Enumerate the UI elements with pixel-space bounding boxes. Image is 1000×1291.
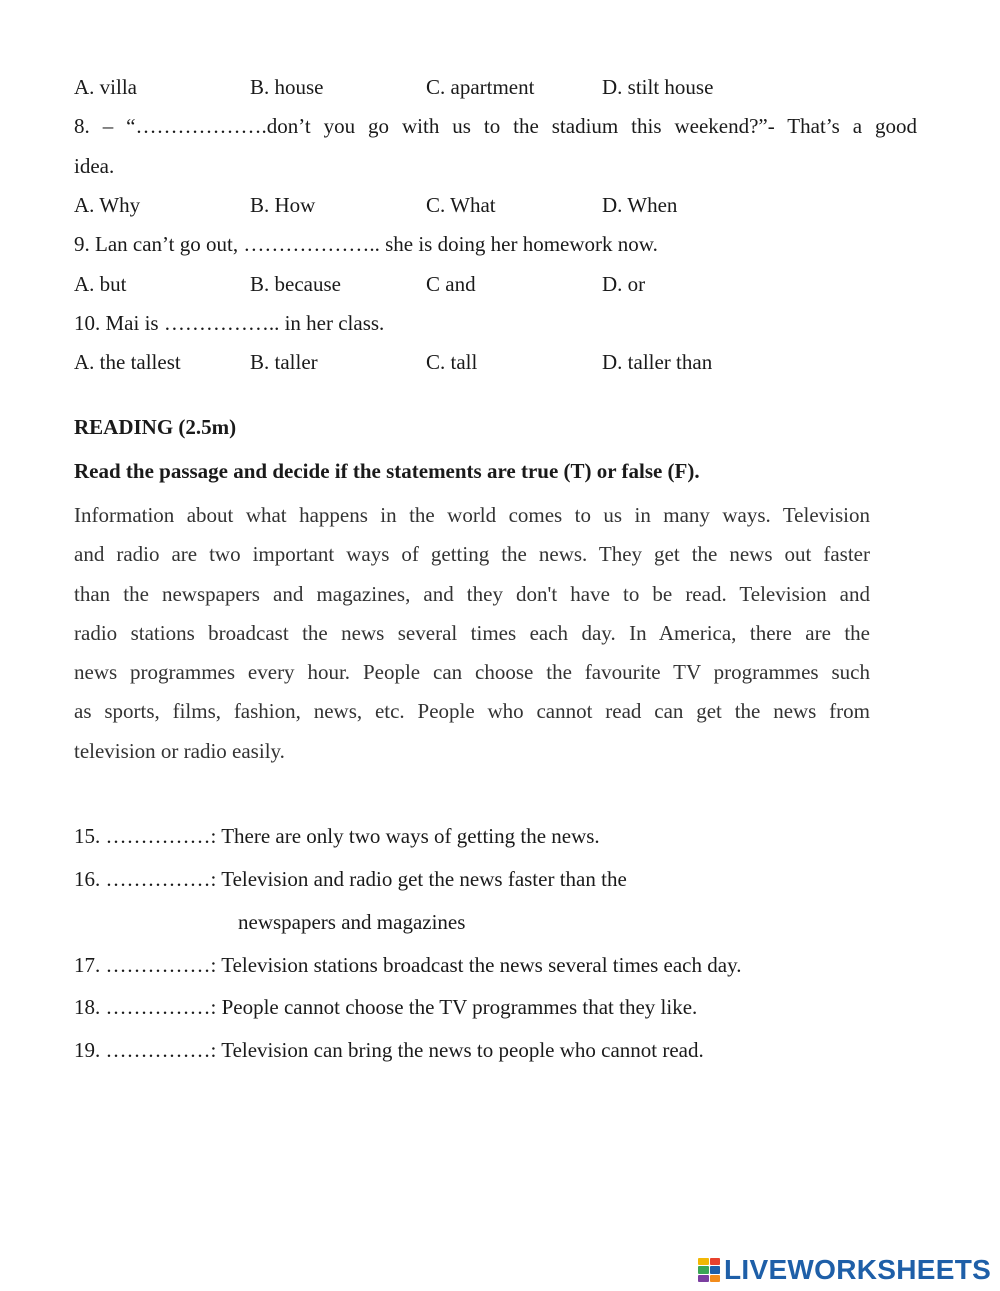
q9-option-d: D. or	[602, 272, 646, 296]
q9-option-b: B. because	[250, 272, 341, 296]
logo-mark-icon	[698, 1258, 720, 1282]
reading-heading: READING (2.5m)	[74, 415, 237, 439]
q10-option-d: D. taller than	[602, 350, 713, 374]
statement-15: 15. ……………: There are only two ways of getting the news.	[74, 824, 600, 848]
passage-line: Information about what happens in the world comes to us in many ways. Television	[74, 503, 870, 527]
passage-line: than the newspapers and magazines, and they don't have to be read. Television and	[74, 581, 870, 606]
q8-option-d: D. When	[602, 193, 678, 217]
q10-option-b: B. taller	[250, 350, 318, 374]
passage-line: and radio are two important ways of getting the news. They get the news out faster	[74, 542, 870, 567]
reading-passage	[74, 501, 870, 776]
passage-line: radio stations broadcast the news several times each day. In America, there are the	[74, 620, 870, 645]
q10-option-a: A. the tallest	[74, 350, 181, 374]
q8-option-b: B. How	[250, 193, 316, 217]
statement-17: 17. ……………: Television stations broadcast the news several times each day.	[74, 953, 742, 977]
statement-19: 19. ……………: Television can bring the news to people who cannot read.	[74, 1038, 704, 1062]
q10-option-c: C. tall	[426, 350, 478, 374]
q10-text: 10. Mai is …………….. in her class.	[74, 311, 385, 335]
q8-option-c: C. What	[426, 193, 496, 217]
statement-16: 16. ……………: Television and radio get the news faster than the	[74, 867, 627, 891]
q7-option-d: D. stilt house	[602, 75, 714, 99]
reading-instruction: Read the passage and decide if the statements are true (T) or false (F).	[74, 459, 700, 483]
passage-line: news programmes every hour. People can choose the favourite TV programmes such	[74, 660, 870, 685]
q7-option-a: A. villa	[74, 75, 137, 99]
q8-option-a: A. Why	[74, 193, 141, 217]
q9-option-a: A. but	[74, 272, 127, 296]
statement-18: 18. ……………: People cannot choose the TV programmes that they like.	[74, 995, 698, 1019]
q9-option-c: C and	[426, 272, 476, 296]
logo-text: LIVEWORKSHEETS	[724, 1254, 992, 1285]
q9-text: 9. Lan can’t go out, ……………….. she is doing her homework now.	[74, 232, 658, 256]
q7-option-c: C. apartment	[426, 75, 535, 99]
q8-text-line2: idea.	[74, 154, 115, 178]
liveworksheets-logo	[698, 1255, 991, 1285]
passage-line: as sports, films, fashion, news, etc. People who cannot read can get the news from	[74, 699, 870, 724]
statement-16-continuation: newspapers and magazines	[238, 910, 466, 934]
q7-option-b: B. house	[250, 75, 324, 99]
q8-text-line1: 8. – “……………….don’t you go with us to the stadium this weekend?”- That’s a good	[74, 114, 917, 138]
passage-line: television or radio easily.	[74, 738, 285, 763]
